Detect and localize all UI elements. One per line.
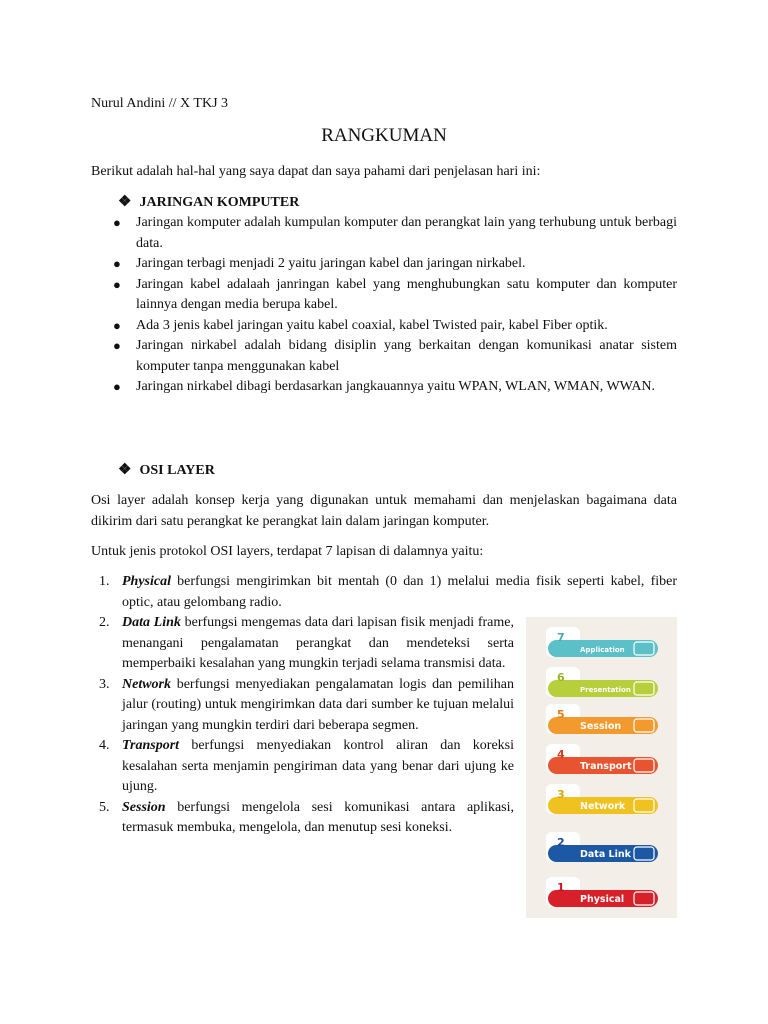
list-item	[91, 275, 677, 316]
bullet-dot-icon: ●	[113, 215, 121, 230]
bullet-dot-icon: ●	[113, 276, 121, 292]
list-item	[91, 613, 514, 675]
layer-name: Transport	[122, 738, 180, 753]
osi-bar-layer-6	[546, 667, 658, 697]
section-heading-text: OSI LAYER	[139, 463, 215, 478]
list-item	[91, 336, 677, 377]
osi-bar-label: Presentation	[580, 686, 631, 694]
list-item-text: Ada 3 jenis kabel jaringan yaitu kabel coaxial, kabel Twisted pair, kabel Fiber optik.	[136, 317, 608, 333]
osi-bar-layer-2	[546, 832, 658, 862]
list-item-text: Jaringan komputer adalah kumpulan komputer dan perangkat lain yang terhubung untuk berbagi data.	[136, 215, 677, 251]
bullet-dot-icon: ●	[113, 379, 121, 394]
jaringan-bullet-list	[91, 213, 677, 398]
list-item-text: Jaringan kabel adalaah janringan kabel yang menghubungkan satu komputer dan komputer lainnya dengan media berupa kabel.	[136, 276, 677, 312]
list-number: 1.	[99, 574, 110, 589]
list-item	[91, 572, 677, 613]
list-item	[91, 316, 677, 337]
layer-name: Session	[122, 799, 166, 815]
list-item	[91, 736, 514, 798]
section-heading-osi	[118, 460, 215, 481]
list-item	[91, 675, 514, 737]
osi-layer-image	[526, 617, 677, 918]
list-number: 3.	[99, 676, 110, 692]
osi-bar-label: Physical	[580, 894, 625, 905]
osi-bar-label: Application	[580, 646, 625, 654]
layer-description: berfungsi mengemas data dari lapisan fisik menjadi frame, menangani pengalamatan perangkat dan mendeteksi serta memperbaiki kesalahan yang mungkin terjadi selama transmisi data.	[122, 615, 514, 671]
osi-intro-paragraph: Untuk jenis protokol OSI layers, terdapat 7 lapisan di dalamnya yaitu:	[91, 544, 484, 559]
osi-bar-label: Transport	[580, 761, 632, 772]
osi-bar-label: Network	[580, 801, 626, 812]
layer-description: berfungsi mengirimkan bit mentah (0 dan 1) melalui media fisik seperti kabel, fiber optic, atau gelombang radio.	[122, 574, 677, 610]
intro-paragraph: Berikut adalah hal-hal yang saya dapat dan saya pahami dari penjelasan hari ini:	[91, 164, 541, 179]
author-line: Nurul Andini // X TKJ 3	[91, 96, 229, 111]
diamond-bullet-icon: ❖	[118, 194, 132, 210]
osi-bar-number: 3	[557, 788, 565, 801]
osi-bar-number: 2	[557, 836, 565, 849]
list-number: 5.	[99, 799, 110, 815]
list-item-text: Jaringan nirkabel dibagi berdasarkan jangkauannya yaitu WPAN, WLAN, WMAN, WWAN.	[136, 379, 656, 394]
osi-bar-layer-7	[546, 627, 658, 657]
diamond-bullet-icon: ❖	[118, 462, 132, 478]
list-number: 2.	[99, 615, 110, 630]
bullet-dot-icon: ●	[113, 317, 121, 333]
layer-name: Data Link	[122, 615, 181, 630]
osi-bar-number: 7	[557, 631, 565, 644]
layer-description: berfungsi menyediakan kontrol aliran dan koreksi kesalahan serta menjamin pengiriman data yang benar dari ujung ke ujung.	[122, 738, 514, 794]
list-item-text: Jaringan terbagi menjadi 2 yaitu jaringan kabel dan jaringan nirkabel.	[136, 256, 526, 271]
osi-bar-number: 5	[557, 708, 565, 721]
osi-bar-number: 1	[557, 881, 565, 894]
osi-bar-number: 6	[557, 671, 565, 684]
osi-bar-number: 4	[557, 748, 565, 761]
layer-description: berfungsi mengelola sesi komunikasi antara aplikasi, termasuk membuka, mengelola, dan menutup sesi koneksi.	[122, 799, 514, 835]
osi-bar-label: Session	[580, 721, 622, 732]
list-item-text: Jaringan nirkabel adalah bidang disiplin yang berkaitan dengan komunikasi anatar sistem komputer tanpa menggunakan kabel	[136, 338, 677, 374]
list-number: 4.	[99, 738, 110, 753]
layer-name: Network	[122, 676, 171, 692]
layer-name: Physical	[122, 574, 171, 589]
bullet-dot-icon: ●	[113, 338, 121, 353]
osi-bar-label: Data Link	[580, 849, 631, 860]
osi-bar-layer-3	[546, 784, 658, 814]
page-title: RANGKUMAN	[321, 125, 447, 146]
layer-description: berfungsi menyediakan pengalamatan logis dan pemilihan jalur (routing) untuk mengirimkan data dari sumber ke tujuan melalui jaringan yang mungkin terdiri dari beberapa segmen.	[122, 676, 514, 733]
bullet-dot-icon: ●	[113, 256, 121, 271]
list-item	[91, 798, 514, 839]
osi-layer-graphic	[526, 617, 677, 918]
section-heading-jaringan	[118, 192, 299, 213]
list-item	[91, 254, 677, 275]
osi-bar-layer-5	[546, 704, 658, 734]
osi-bar-layer-4	[546, 744, 658, 774]
list-item	[91, 377, 677, 398]
section-heading-text: JARINGAN KOMPUTER	[139, 195, 300, 210]
list-item	[91, 213, 677, 254]
osi-definition-paragraph: Osi layer adalah konsep kerja yang digunakan untuk memahami dan menjelaskan bagaimana data dikirim dari satu perangkat ke perangkat lain dalam jaringan komputer.	[91, 493, 677, 529]
osi-bar-layer-1	[546, 877, 658, 907]
